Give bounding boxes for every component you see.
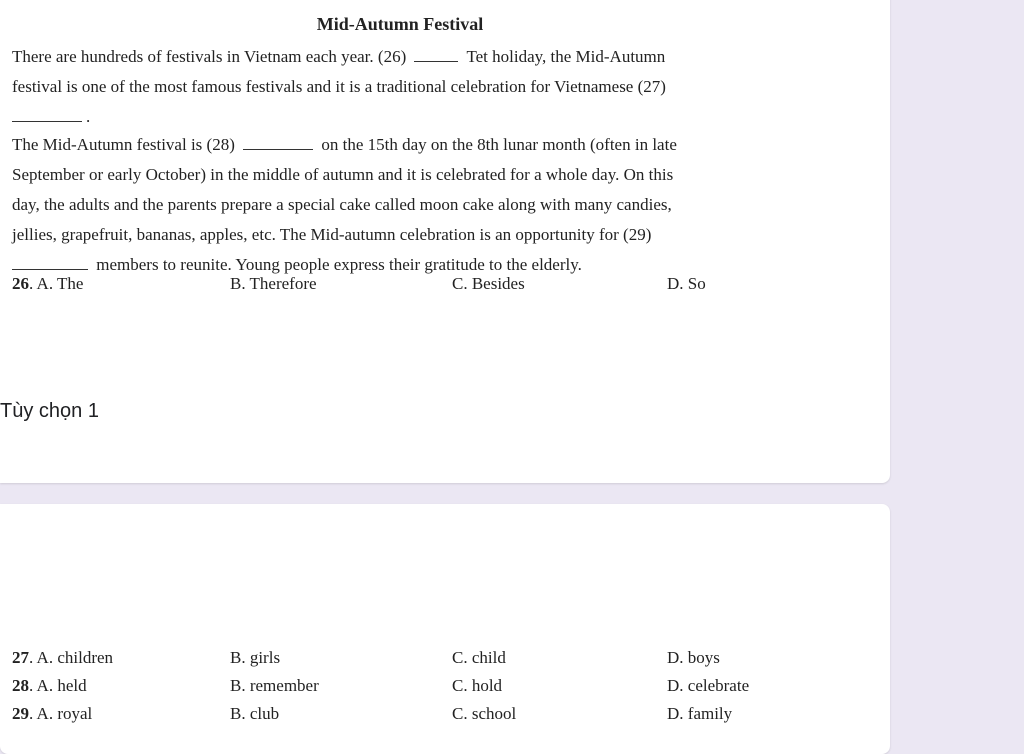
- blank-29: [12, 255, 88, 270]
- option-c: C. school: [452, 704, 517, 723]
- option-b: B. Therefore: [230, 274, 317, 293]
- option-a: 27. A. children: [12, 648, 114, 667]
- passage-paragraph-2: [12, 130, 772, 280]
- question-29-options: [12, 704, 892, 732]
- passage-paragraph-1: [12, 42, 772, 132]
- passage-text: Tet holiday, the Mid-Autumn: [466, 47, 666, 66]
- question-26-options: [12, 274, 892, 302]
- blank-26: [414, 47, 458, 62]
- passage-text: day, the adults and the parents prepare a special cake called moon cake along with many candies,: [12, 195, 672, 214]
- question-card-2: [0, 504, 890, 754]
- option-c: C. child: [452, 648, 506, 667]
- passage-text: September or early October) in the middle of autumn and it is celebrated for a whole day. On this: [12, 165, 674, 184]
- blank-28: [243, 135, 313, 150]
- option-d: D. family: [667, 704, 733, 723]
- passage-text: jellies, grapefruit, bananas, apples, etc. The Mid-autumn celebration is an opportunity for (29): [12, 225, 652, 244]
- option-b: B. remember: [230, 676, 319, 695]
- question-27-options: [12, 648, 892, 676]
- passage-text: on the 15th day on the 8th lunar month (often in late: [321, 135, 677, 154]
- option-a: 28. A. held: [12, 676, 87, 695]
- option-d: D. So: [667, 274, 706, 293]
- passage-text: .: [86, 107, 91, 126]
- passage-text: festival is one of the most famous festivals and it is a traditional celebration for Vietnamese (27): [12, 77, 666, 96]
- passage-text: There are hundreds of festivals in Vietnam each year. (26): [12, 47, 407, 66]
- option-b: B. club: [230, 704, 280, 723]
- option-d: D. boys: [667, 648, 720, 667]
- option-d: D. celebrate: [667, 676, 750, 695]
- passage-title: Mid-Autumn Festival: [316, 14, 484, 34]
- option-c: C. hold: [452, 676, 503, 695]
- question-28-options: [12, 676, 892, 704]
- option-a: 26. A. The: [12, 274, 84, 293]
- passage-text: members to reunite. Young people express their gratitude to the elderly.: [96, 255, 582, 274]
- option-a: 29. A. royal: [12, 704, 93, 723]
- choice-option-label[interactable]: Tùy chọn 1: [0, 400, 99, 422]
- option-c: C. Besides: [452, 274, 525, 293]
- blank-27: [12, 107, 82, 122]
- passage-text: The Mid-Autumn festival is (28): [12, 135, 235, 154]
- option-b: B. girls: [230, 648, 281, 667]
